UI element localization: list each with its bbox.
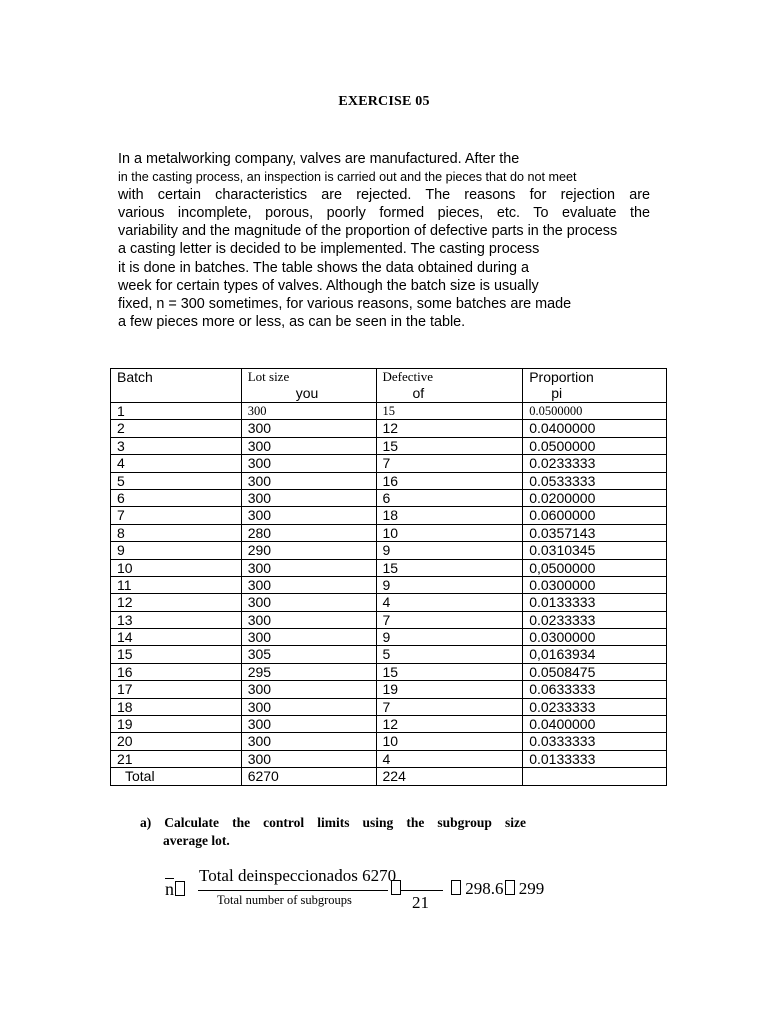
batch-number-cell: 6 xyxy=(111,489,242,506)
header-defective xyxy=(376,369,523,403)
table-row xyxy=(111,594,667,611)
batch-number-cell: 21 xyxy=(111,750,242,767)
total-lot-size-cell: 6270 xyxy=(241,768,376,785)
proportion-cell: 0,0500000 xyxy=(523,559,667,576)
batch-number-cell: 4 xyxy=(111,455,242,472)
header-proportion-label: Proportion xyxy=(529,369,594,385)
proportion-cell: 0.0333333 xyxy=(523,733,667,750)
missing-glyph-icon xyxy=(175,881,185,896)
batch-number-cell: 1 xyxy=(111,403,242,420)
table-row xyxy=(111,472,667,489)
defective-count-cell: 4 xyxy=(376,750,523,767)
defective-count-cell: 9 xyxy=(376,542,523,559)
lot-size-cell: 290 xyxy=(241,542,376,559)
lot-size-cell: 300 xyxy=(241,594,376,611)
paragraph-line: a casting letter is decided to be implemented. The casting process xyxy=(118,241,540,258)
batch-number-cell: 2 xyxy=(111,420,242,437)
batch-number-cell: 20 xyxy=(111,733,242,750)
table-row xyxy=(111,489,667,506)
total-defective-cell: 224 xyxy=(376,768,523,785)
total-proportion-cell xyxy=(523,768,667,785)
missing-glyph-icon xyxy=(451,880,461,895)
missing-glyph-icon xyxy=(391,880,401,895)
header-lot-size-sub: you xyxy=(295,385,319,401)
lot-size-cell: 300 xyxy=(241,559,376,576)
table-row xyxy=(111,716,667,733)
exercise-title: EXERCISE 05 xyxy=(338,94,430,109)
table-row xyxy=(111,542,667,559)
defective-count-cell: 16 xyxy=(376,472,523,489)
problem-statement xyxy=(118,150,650,331)
lot-size-cell: 300 xyxy=(241,716,376,733)
table-row xyxy=(111,576,667,593)
paragraph-line: week for certain types of valves. Although the batch size is usually xyxy=(118,277,539,294)
proportion-cell: 0.0357143 xyxy=(523,524,667,541)
lot-size-cell: 300 xyxy=(241,681,376,698)
lot-size-cell: 300 xyxy=(241,611,376,628)
defective-count-cell: 15 xyxy=(376,437,523,454)
batch-number-cell: 3 xyxy=(111,437,242,454)
defective-count-cell: 15 xyxy=(376,403,523,420)
paragraph-line: In a metalworking company, valves are manufactured. After the xyxy=(118,151,520,167)
proportion-cell: 0.0233333 xyxy=(523,698,667,715)
lot-size-cell: 300 xyxy=(241,420,376,437)
table-row xyxy=(111,455,667,472)
defective-count-cell: 12 xyxy=(376,716,523,733)
proportion-cell: 0,0163934 xyxy=(523,646,667,663)
lot-size-cell: 300 xyxy=(241,472,376,489)
lot-size-cell: 300 xyxy=(241,489,376,506)
table-row xyxy=(111,524,667,541)
batch-number-cell: 18 xyxy=(111,698,242,715)
table-row xyxy=(111,646,667,663)
proportion-cell: 0.0233333 xyxy=(523,611,667,628)
lot-size-cell: 300 xyxy=(241,733,376,750)
paragraph-line: with certain characteristics are rejected. The reasons for rejection are xyxy=(118,187,650,204)
batch-number-cell: 14 xyxy=(111,629,242,646)
proportion-cell: 0.0508475 xyxy=(523,663,667,680)
defective-count-cell: 15 xyxy=(376,663,523,680)
proportion-cell: 0.0133333 xyxy=(523,594,667,611)
lot-size-cell: 300 xyxy=(241,507,376,524)
result-value: 298.6 xyxy=(465,879,504,898)
defective-count-cell: 7 xyxy=(376,611,523,628)
lot-size-cell: 300 xyxy=(241,698,376,715)
table-row xyxy=(111,698,667,715)
batch-number-cell: 16 xyxy=(111,663,242,680)
formula-denominator-label: Total number of subgroups xyxy=(217,893,352,907)
table-total-row xyxy=(111,768,667,785)
batch-number-cell: 13 xyxy=(111,611,242,628)
proportion-cell: 0.0500000 xyxy=(523,437,667,454)
proportion-cell: 0.0633333 xyxy=(523,681,667,698)
table-row xyxy=(111,611,667,628)
proportion-cell: 0.0600000 xyxy=(523,507,667,524)
defective-count-cell: 6 xyxy=(376,489,523,506)
proportion-cell: 0.0400000 xyxy=(523,716,667,733)
table-row xyxy=(111,750,667,767)
proportion-cell: 0.0400000 xyxy=(523,420,667,437)
table-row xyxy=(111,733,667,750)
table-row xyxy=(111,663,667,680)
proportion-cell: 0.0500000 xyxy=(523,403,667,420)
proportion-cell: 0.0300000 xyxy=(523,576,667,593)
lot-size-cell: 300 xyxy=(241,576,376,593)
header-lot-size xyxy=(241,369,376,403)
question-line: average lot. xyxy=(163,833,230,848)
batch-number-cell: 11 xyxy=(111,576,242,593)
defective-count-cell: 5 xyxy=(376,646,523,663)
batch-number-cell: 7 xyxy=(111,507,242,524)
paragraph-line: fixed, n = 300 sometimes, for various reasons, some batches are made xyxy=(118,295,572,312)
table-row xyxy=(111,629,667,646)
proportion-cell: 0.0310345 xyxy=(523,542,667,559)
batch-number-cell: 12 xyxy=(111,594,242,611)
batch-number-cell: 8 xyxy=(111,524,242,541)
batch-number-cell: 15 xyxy=(111,646,242,663)
defective-count-cell: 15 xyxy=(376,559,523,576)
paragraph-line: it is done in batches. The table shows the data obtained during a xyxy=(118,259,529,276)
average-lot-formula xyxy=(165,866,605,916)
proportion-cell: 0.0300000 xyxy=(523,629,667,646)
question-line: a) Calculate the control limits using the subgroup size xyxy=(140,815,526,830)
table-row xyxy=(111,420,667,437)
defective-count-cell: 18 xyxy=(376,507,523,524)
table-header-row xyxy=(111,369,667,403)
proportion-cell: 0.0233333 xyxy=(523,455,667,472)
lot-size-cell: 300 xyxy=(241,629,376,646)
batch-number-cell: 5 xyxy=(111,472,242,489)
defective-count-cell: 12 xyxy=(376,420,523,437)
table-row xyxy=(111,507,667,524)
batch-data-table xyxy=(110,368,667,786)
defective-count-cell: 10 xyxy=(376,733,523,750)
batch-number-cell: 10 xyxy=(111,559,242,576)
lot-size-cell: 300 xyxy=(241,403,376,420)
header-defective-label: Defective xyxy=(382,369,434,384)
header-proportion-sub: pi xyxy=(551,385,563,401)
lot-size-cell: 305 xyxy=(241,646,376,663)
lot-size-cell: 295 xyxy=(241,663,376,680)
lot-size-cell: 300 xyxy=(241,455,376,472)
batch-number-cell: 9 xyxy=(111,542,242,559)
table-row xyxy=(111,681,667,698)
defective-count-cell: 10 xyxy=(376,524,523,541)
fraction-bar xyxy=(401,890,443,891)
proportion-cell: 0.0133333 xyxy=(523,750,667,767)
formula-lhs xyxy=(165,879,185,900)
paragraph-line: in the casting process, an inspection is carried out and the pieces that do not meet xyxy=(118,170,577,185)
table-row xyxy=(111,403,667,420)
defective-count-cell: 9 xyxy=(376,576,523,593)
defective-count-cell: 19 xyxy=(376,681,523,698)
defective-count-cell: 9 xyxy=(376,629,523,646)
header-defective-sub: of xyxy=(412,385,425,401)
proportion-cell: 0.0200000 xyxy=(523,489,667,506)
missing-glyph-icon xyxy=(505,880,515,895)
formula-result xyxy=(450,879,544,899)
header-proportion xyxy=(523,369,667,403)
lot-size-cell: 300 xyxy=(241,750,376,767)
batch-number-cell: 17 xyxy=(111,681,242,698)
lot-size-cell: 300 xyxy=(241,437,376,454)
batch-number-cell: 19 xyxy=(111,716,242,733)
fraction-bar xyxy=(198,890,388,891)
header-lot-size-label: Lot size xyxy=(247,369,290,384)
formula-denominator-value: 21 xyxy=(412,893,429,912)
paragraph-line: a few pieces more or less, as can be seen in the table. xyxy=(118,313,466,330)
proportion-cell: 0.0533333 xyxy=(523,472,667,489)
n-bar-symbol: $\overline{n}$ xyxy=(165,879,174,899)
paragraph-line: variability and the magnitude of the proportion of defective parts in the process xyxy=(118,223,618,240)
table-row xyxy=(111,437,667,454)
defective-count-cell: 7 xyxy=(376,455,523,472)
defective-count-cell: 7 xyxy=(376,698,523,715)
formula-numerator: Total deinspeccionados 6270 xyxy=(199,866,397,885)
table-row xyxy=(111,559,667,576)
lot-size-cell: 280 xyxy=(241,524,376,541)
total-label-cell: Total xyxy=(111,768,242,785)
question-a xyxy=(140,814,530,850)
paragraph-line: various incomplete, porous, poorly formed pieces, etc. To evaluate the xyxy=(118,205,650,222)
defective-count-cell: 4 xyxy=(376,594,523,611)
rounded-result: 299 xyxy=(518,879,545,898)
header-batch: Batch xyxy=(111,369,242,403)
